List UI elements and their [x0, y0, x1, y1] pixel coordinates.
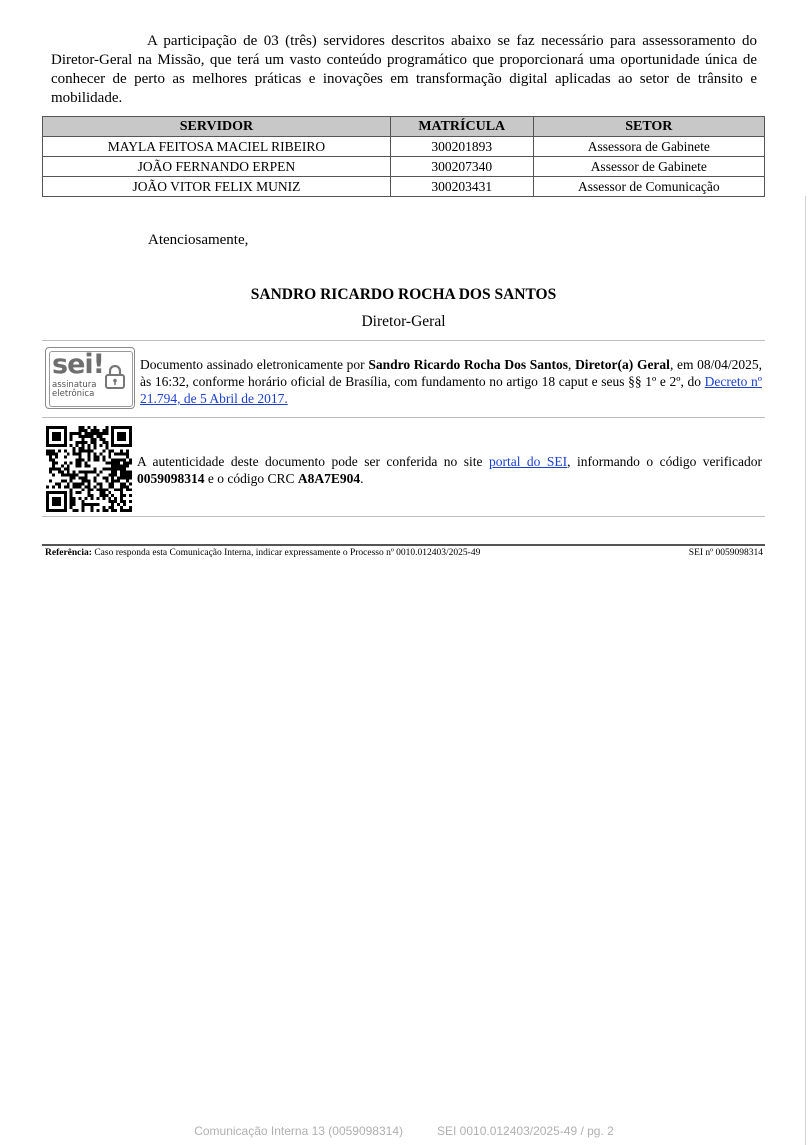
header-servidor: SERVIDOR	[43, 117, 391, 137]
seal-caption-line1: assinatura	[52, 380, 97, 390]
closing-salutation: Atenciosamente,	[148, 232, 249, 248]
cell-matricula: 300201893	[390, 137, 533, 157]
signer-name: SANDRO RICARDO ROCHA DOS SANTOS	[250, 286, 557, 303]
cell-servidor: JOÃO FERNANDO ERPEN	[43, 157, 391, 177]
signer-role: Diretor-Geral	[361, 313, 446, 330]
table-header-row	[43, 117, 765, 137]
signature-body: , em 08/04/2025, às 16:32, conforme horário oficial de Brasília, com fundamento no artigo 18 caput e seus §§ 1º e 2º, do	[140, 357, 763, 389]
table-row	[43, 157, 765, 177]
authenticity-prefix: A autenticidade deste documento pode ser conferida no site	[137, 454, 489, 469]
seal-logo-text: sei!	[52, 349, 104, 380]
footer-document-id: Comunicação Interna 13 (0059098314)	[194, 1124, 403, 1138]
table-row	[43, 177, 765, 197]
header-setor: SETOR	[533, 117, 764, 137]
reference-body: Caso responda esta Comunicação Interna, indicar expressamente o Processo nº 0010.012403/2025-49	[91, 548, 481, 558]
page-footer	[0, 1124, 808, 1138]
cell-setor: Assessora de Gabinete	[533, 137, 764, 157]
portal-sei-link[interactable]: portal do SEI	[488, 454, 568, 469]
signature-prefix: Documento assinado eletronicamente por	[140, 357, 369, 372]
reference-sei-number: SEI nº 0059098314	[688, 548, 763, 558]
crc-label: e o código CRC	[204, 471, 298, 486]
reference-label: Referência:	[45, 548, 92, 558]
reference-text	[45, 548, 480, 558]
authenticity-statement	[137, 453, 762, 487]
authenticity-middle: , informando o código verificador	[567, 454, 762, 469]
cell-setor: Assessor de Gabinete	[533, 157, 764, 177]
cell-servidor: JOÃO VITOR FELIX MUNIZ	[43, 177, 391, 197]
seal-caption-line2: eletrônica	[52, 389, 95, 399]
page-edge-rule	[805, 196, 806, 1145]
signature-signer-name: Sandro Ricardo Rocha Dos Santos	[368, 357, 569, 372]
verifier-code: 0059098314	[137, 471, 205, 486]
lock-icon	[104, 364, 126, 390]
table-row	[43, 137, 765, 157]
sei-signature-seal	[45, 347, 135, 409]
divider-bottom	[42, 516, 765, 517]
cell-servidor: MAYLA FEITOSA MACIEL RIBEIRO	[43, 137, 391, 157]
header-matricula: MATRÍCULA	[390, 117, 533, 137]
decree-link[interactable]: Decreto nº 21.794, de 5 Abril de 2017.	[140, 374, 762, 406]
reference-rule	[42, 544, 765, 546]
qr-code-icon	[46, 426, 132, 512]
cell-setor: Assessor de Comunicação	[533, 177, 764, 197]
intro-paragraph	[51, 32, 757, 108]
intro-paragraph-text: A participação de 03 (três) servidores descritos abaixo se faz necessário para assessoramento do Diretor-Geral na Missão, que terá um vasto conteúdo programático que proporcionará uma oportunidade única de conhecer de perto as melhores práticas e inovações em transformação digital aplicadas ao setor de trânsito e mobilidade.	[51, 33, 757, 106]
signature-signer-role: Diretor(a) Geral	[575, 357, 670, 372]
servers-table	[42, 116, 765, 197]
footer-process-page: SEI 0010.012403/2025-49 / pg. 2	[437, 1124, 614, 1138]
divider-top	[42, 340, 765, 341]
authenticity-end: .	[360, 471, 364, 486]
crc-code: A8A7E904	[297, 471, 361, 486]
cell-matricula: 300207340	[390, 157, 533, 177]
cell-matricula: 300203431	[390, 177, 533, 197]
signature-separator: ,	[568, 357, 576, 372]
reference-line	[45, 548, 763, 558]
signature-statement	[140, 356, 762, 407]
seal-caption	[52, 381, 96, 399]
divider-middle	[42, 417, 765, 418]
